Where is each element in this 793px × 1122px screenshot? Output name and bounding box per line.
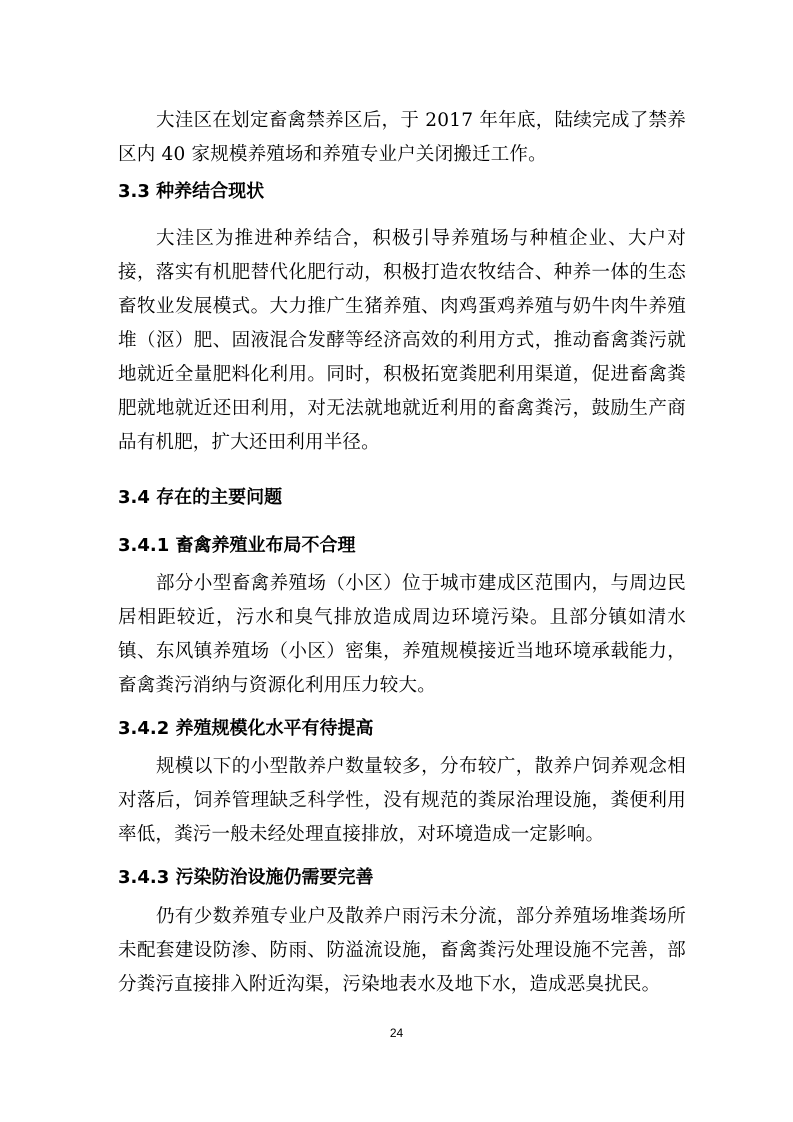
page-number: 24 xyxy=(389,1026,404,1040)
paragraph-relocation: 大洼区在划定畜禽禁养区后，于 2017 年年底，陆续完成了禁养区内 40 家规模养殖场和养殖专业户关闭搬迁工作。 xyxy=(118,110,686,165)
heading-3-4: 3.4 存在的主要问题 xyxy=(118,487,283,508)
heading-3-3: 3.3 种养结合现状 xyxy=(118,181,265,202)
heading-3-4-2: 3.4.2 养殖规模化水平有待提高 xyxy=(118,718,374,739)
heading-3-4-3: 3.4.3 污染防治设施仍需要完善 xyxy=(118,867,374,888)
paragraph-integration: 大洼区为推进种养结合，积极引导养殖场与种植企业、大户对接，落实有机肥替代化肥行动，积极打造农牧结合、种养一体的生态畜牧业发展模式。大力推广生猪养殖、肉鸡蛋鸡养殖与奶牛肉牛养殖堆（沤）肥、固液混合发酵等经济高效的利用方式，推动畜禽粪污就地就近全量肥料化利用。同时，积极拓宽粪肥利用渠道，促进畜禽粪肥就地就近还田利用，对无法就地就近利用的畜禽粪污，鼓励生产商品有机肥，扩大还田利用半径。 xyxy=(118,228,686,453)
heading-3-4-1: 3.4.1 畜禽养殖业布局不合理 xyxy=(118,535,356,556)
paragraph-layout-issue: 部分小型畜禽养殖场（小区）位于城市建成区范围内，与周边民居相距较近，污水和臭气排放造成周边环境污染。且部分镇如清水镇、东风镇养殖场（小区）密集，养殖规模接近当地环境承载能力，畜禽粪污消纳与资源化利用压力较大。 xyxy=(118,573,686,696)
paragraph-scale-issue: 规模以下的小型散养户数量较多，分布较广，散养户饲养观念相对落后，饲养管理缺乏科学性，没有规范的粪尿治理设施，粪便利用率低，粪污一般未经处理直接排放，对环境造成一定影响。 xyxy=(118,756,686,845)
paragraph-facility-issue: 仍有少数养殖专业户及散养户雨污未分流，部分养殖场堆粪场所未配套建设防渗、防雨、防溢流设施，畜禽粪污处理设施不完善，部分粪污直接排入附近沟渠，污染地表水及地下水，造成恶臭扰民。 xyxy=(118,906,686,995)
